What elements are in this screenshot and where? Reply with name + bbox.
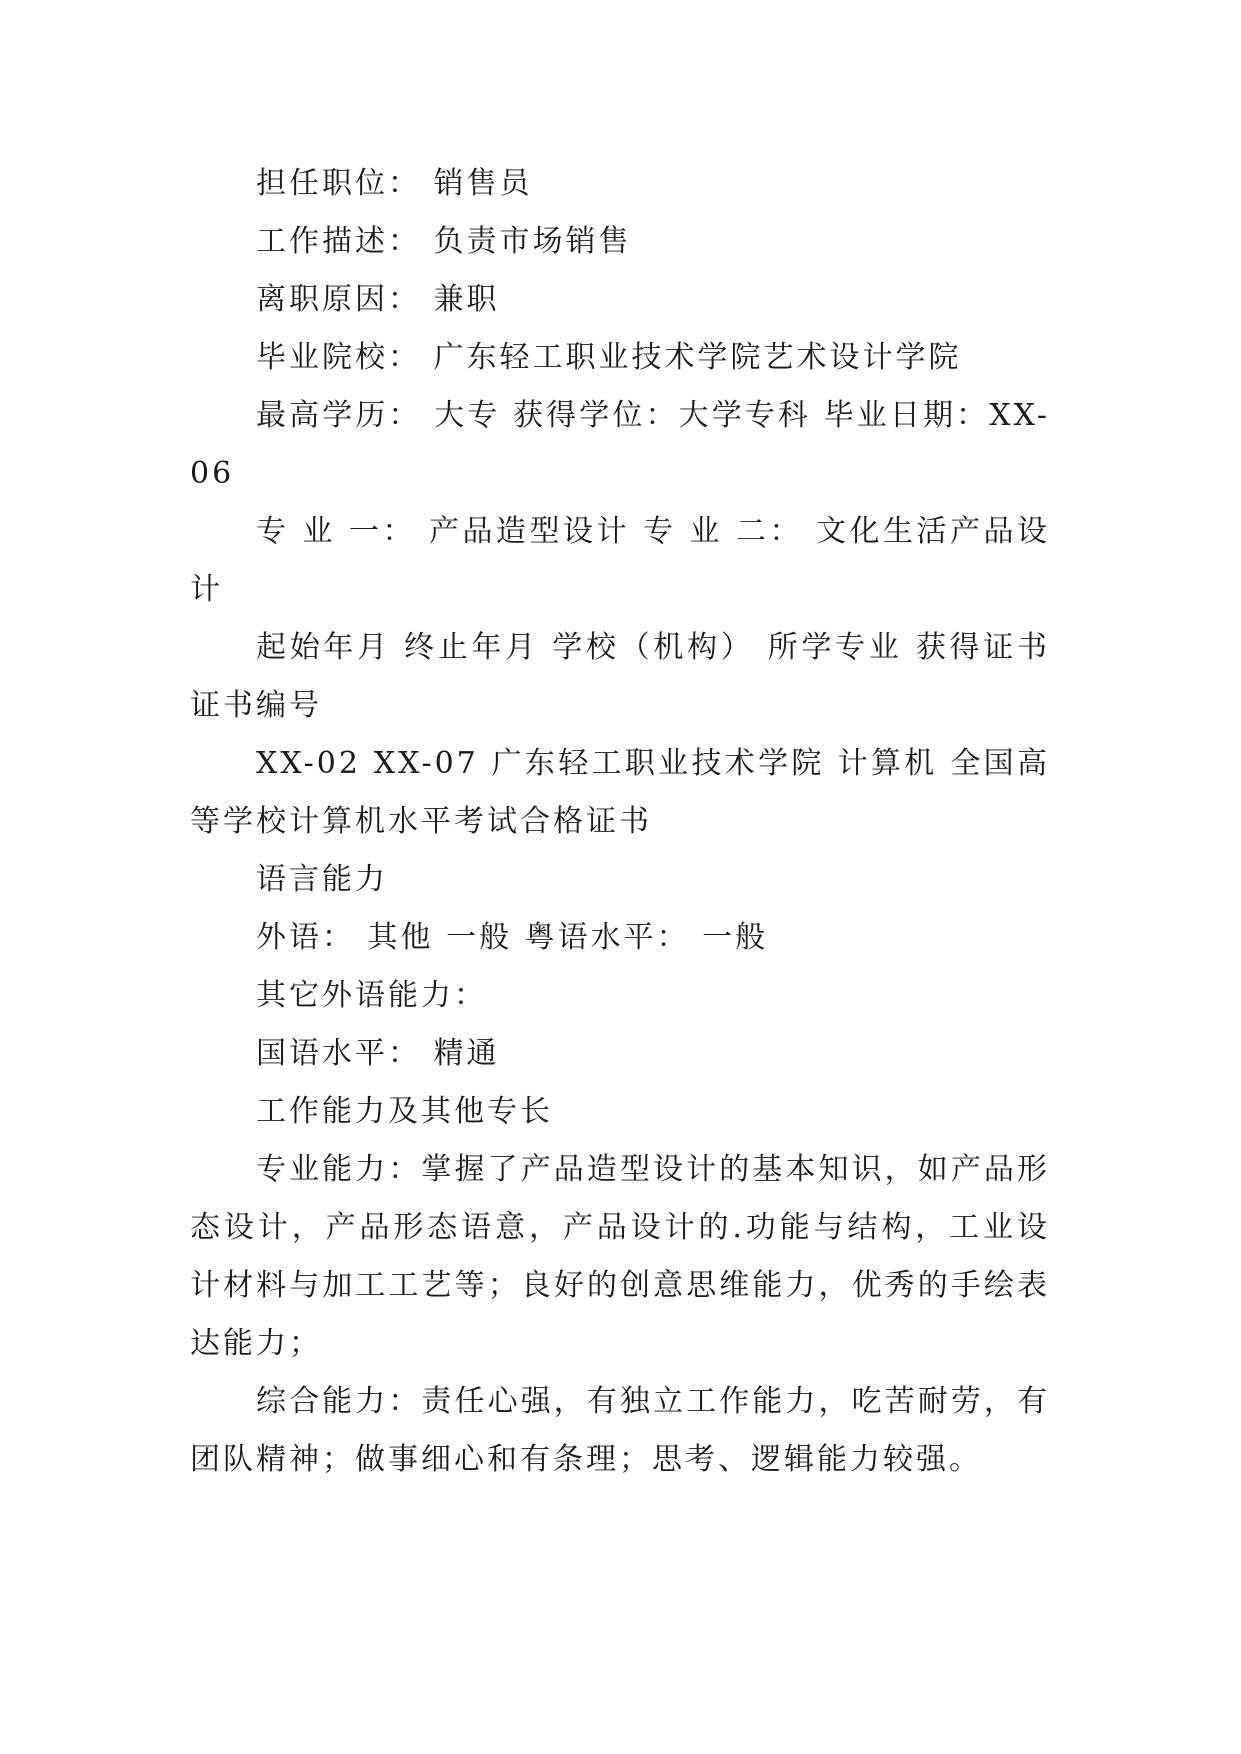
paragraph-foreign-language: 外语： 其他 一般 粤语水平： 一般: [256, 920, 769, 955]
section-heading-language: 语言能力: [256, 862, 388, 897]
paragraph-position: 担任职位： 销售员: [256, 166, 533, 201]
paragraph-job-description: 工作描述： 负责市场销售: [256, 224, 632, 259]
paragraph-majors: 专 业 一： 产品造型设计 专 业 二： 文化生活产品设计: [190, 514, 1050, 607]
document-body: [190, 155, 1050, 1489]
paragraph-other-language: 其它外语能力：: [256, 978, 487, 1013]
section-heading-skills: 工作能力及其他专长: [256, 1094, 553, 1129]
paragraph-professional-skills: 专业能力：掌握了产品造型设计的基本知识，如产品形态设计，产品形态语意，产品设计的.功能与结构，工业设计材料与加工工艺等；良好的创意思维能力，优秀的手绘表达能力；: [190, 1152, 1050, 1361]
paragraph-education: 最高学历： 大专 获得学位：大学专科 毕业日期：XX-06: [190, 398, 1050, 491]
paragraph-general-skills: 综合能力：责任心强，有独立工作能力，吃苦耐劳，有团队精神；做事细心和有条理；思考、逻辑能力较强。: [190, 1384, 1050, 1477]
paragraph-graduate-school: 毕业院校： 广东轻工职业技术学院艺术设计学院: [256, 340, 962, 375]
paragraph-education-header: 起始年月 终止年月 学校（机构） 所学专业 获得证书证书编号: [190, 630, 1050, 723]
paragraph-mandarin: 国语水平： 精通: [256, 1036, 500, 1071]
paragraph-education-record: XX-02 XX-07 广东轻工职业技术学院 计算机 全国高等学校计算机水平考试合格证书: [190, 746, 1050, 839]
paragraph-leave-reason: 离职原因： 兼职: [256, 282, 500, 317]
